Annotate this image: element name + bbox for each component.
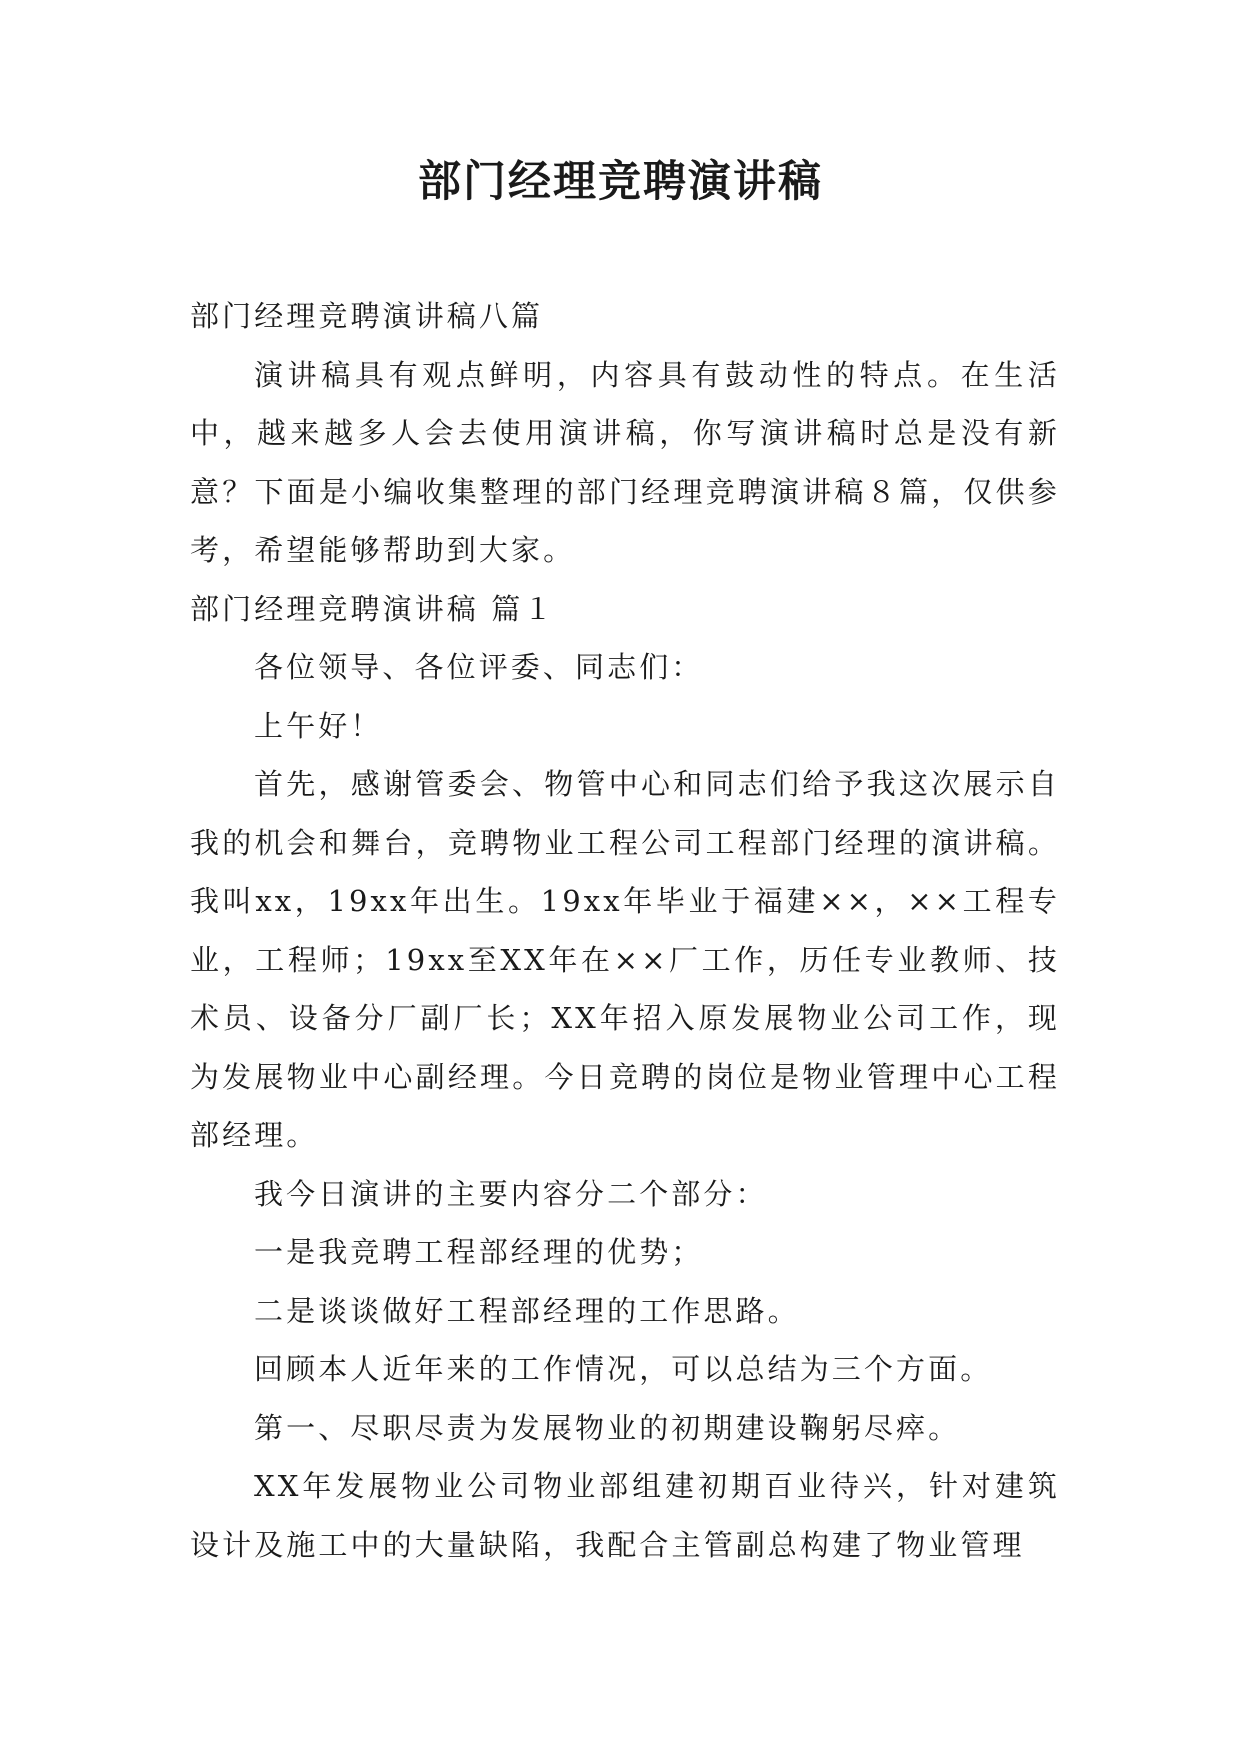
salutation: 各位领导、各位评委、同志们： [254,650,704,684]
document-body [190,287,1060,1574]
body-paragraph: 二是谈谈做好工程部经理的工作思路。 [254,1293,800,1328]
greeting: 上午好！ [254,708,383,743]
body-paragraph: 首先，感谢管委会、物管中心和同志们给予我这次展示自我的机会和舞台，竞聘物业工程公司工程部门经理的演讲稿。我叫xx，19xx年出生。19xx年毕业于福建××，××工程专业，工程师；19xx至XX年在××厂工作，历任专业教师、技术员、设备分厂副厂长；XX年招入原发展物业公司工作，现为发展物业中心副经理。今日竞聘的岗位是物业管理中心工程部经理。 [190,767,1060,1152]
body-paragraph: 我今日演讲的主要内容分二个部分： [254,1176,768,1211]
section-heading: 部门经理竞聘演讲稿 篇１ [190,591,556,626]
subtitle-line: 部门经理竞聘演讲稿八篇 [190,299,544,333]
body-paragraph: 回顾本人近年来的工作情况，可以总结为三个方面。 [254,1352,993,1386]
body-paragraph: 第一、尽职尽责为发展物业的初期建设鞠躬尽瘁。 [254,1410,961,1445]
body-paragraph: XX年发展物业公司物业部组建初期百业待兴，针对建筑设计及施工中的大量缺陷，我配合主管副总构建了物业管理 [190,1469,1060,1562]
document-title: 部门经理竞聘演讲稿 [418,157,823,207]
body-paragraph: 一是我竞聘工程部经理的优势； [254,1235,704,1269]
intro-paragraph: 演讲稿具有观点鲜明，内容具有鼓动性的特点。在生活中，越来越多人会去使用演讲稿，你写演讲稿时总是没有新意？下面是小编收集整理的部门经理竞聘演讲稿８篇，仅供参考，希望能够帮助到大家。 [190,357,1060,567]
